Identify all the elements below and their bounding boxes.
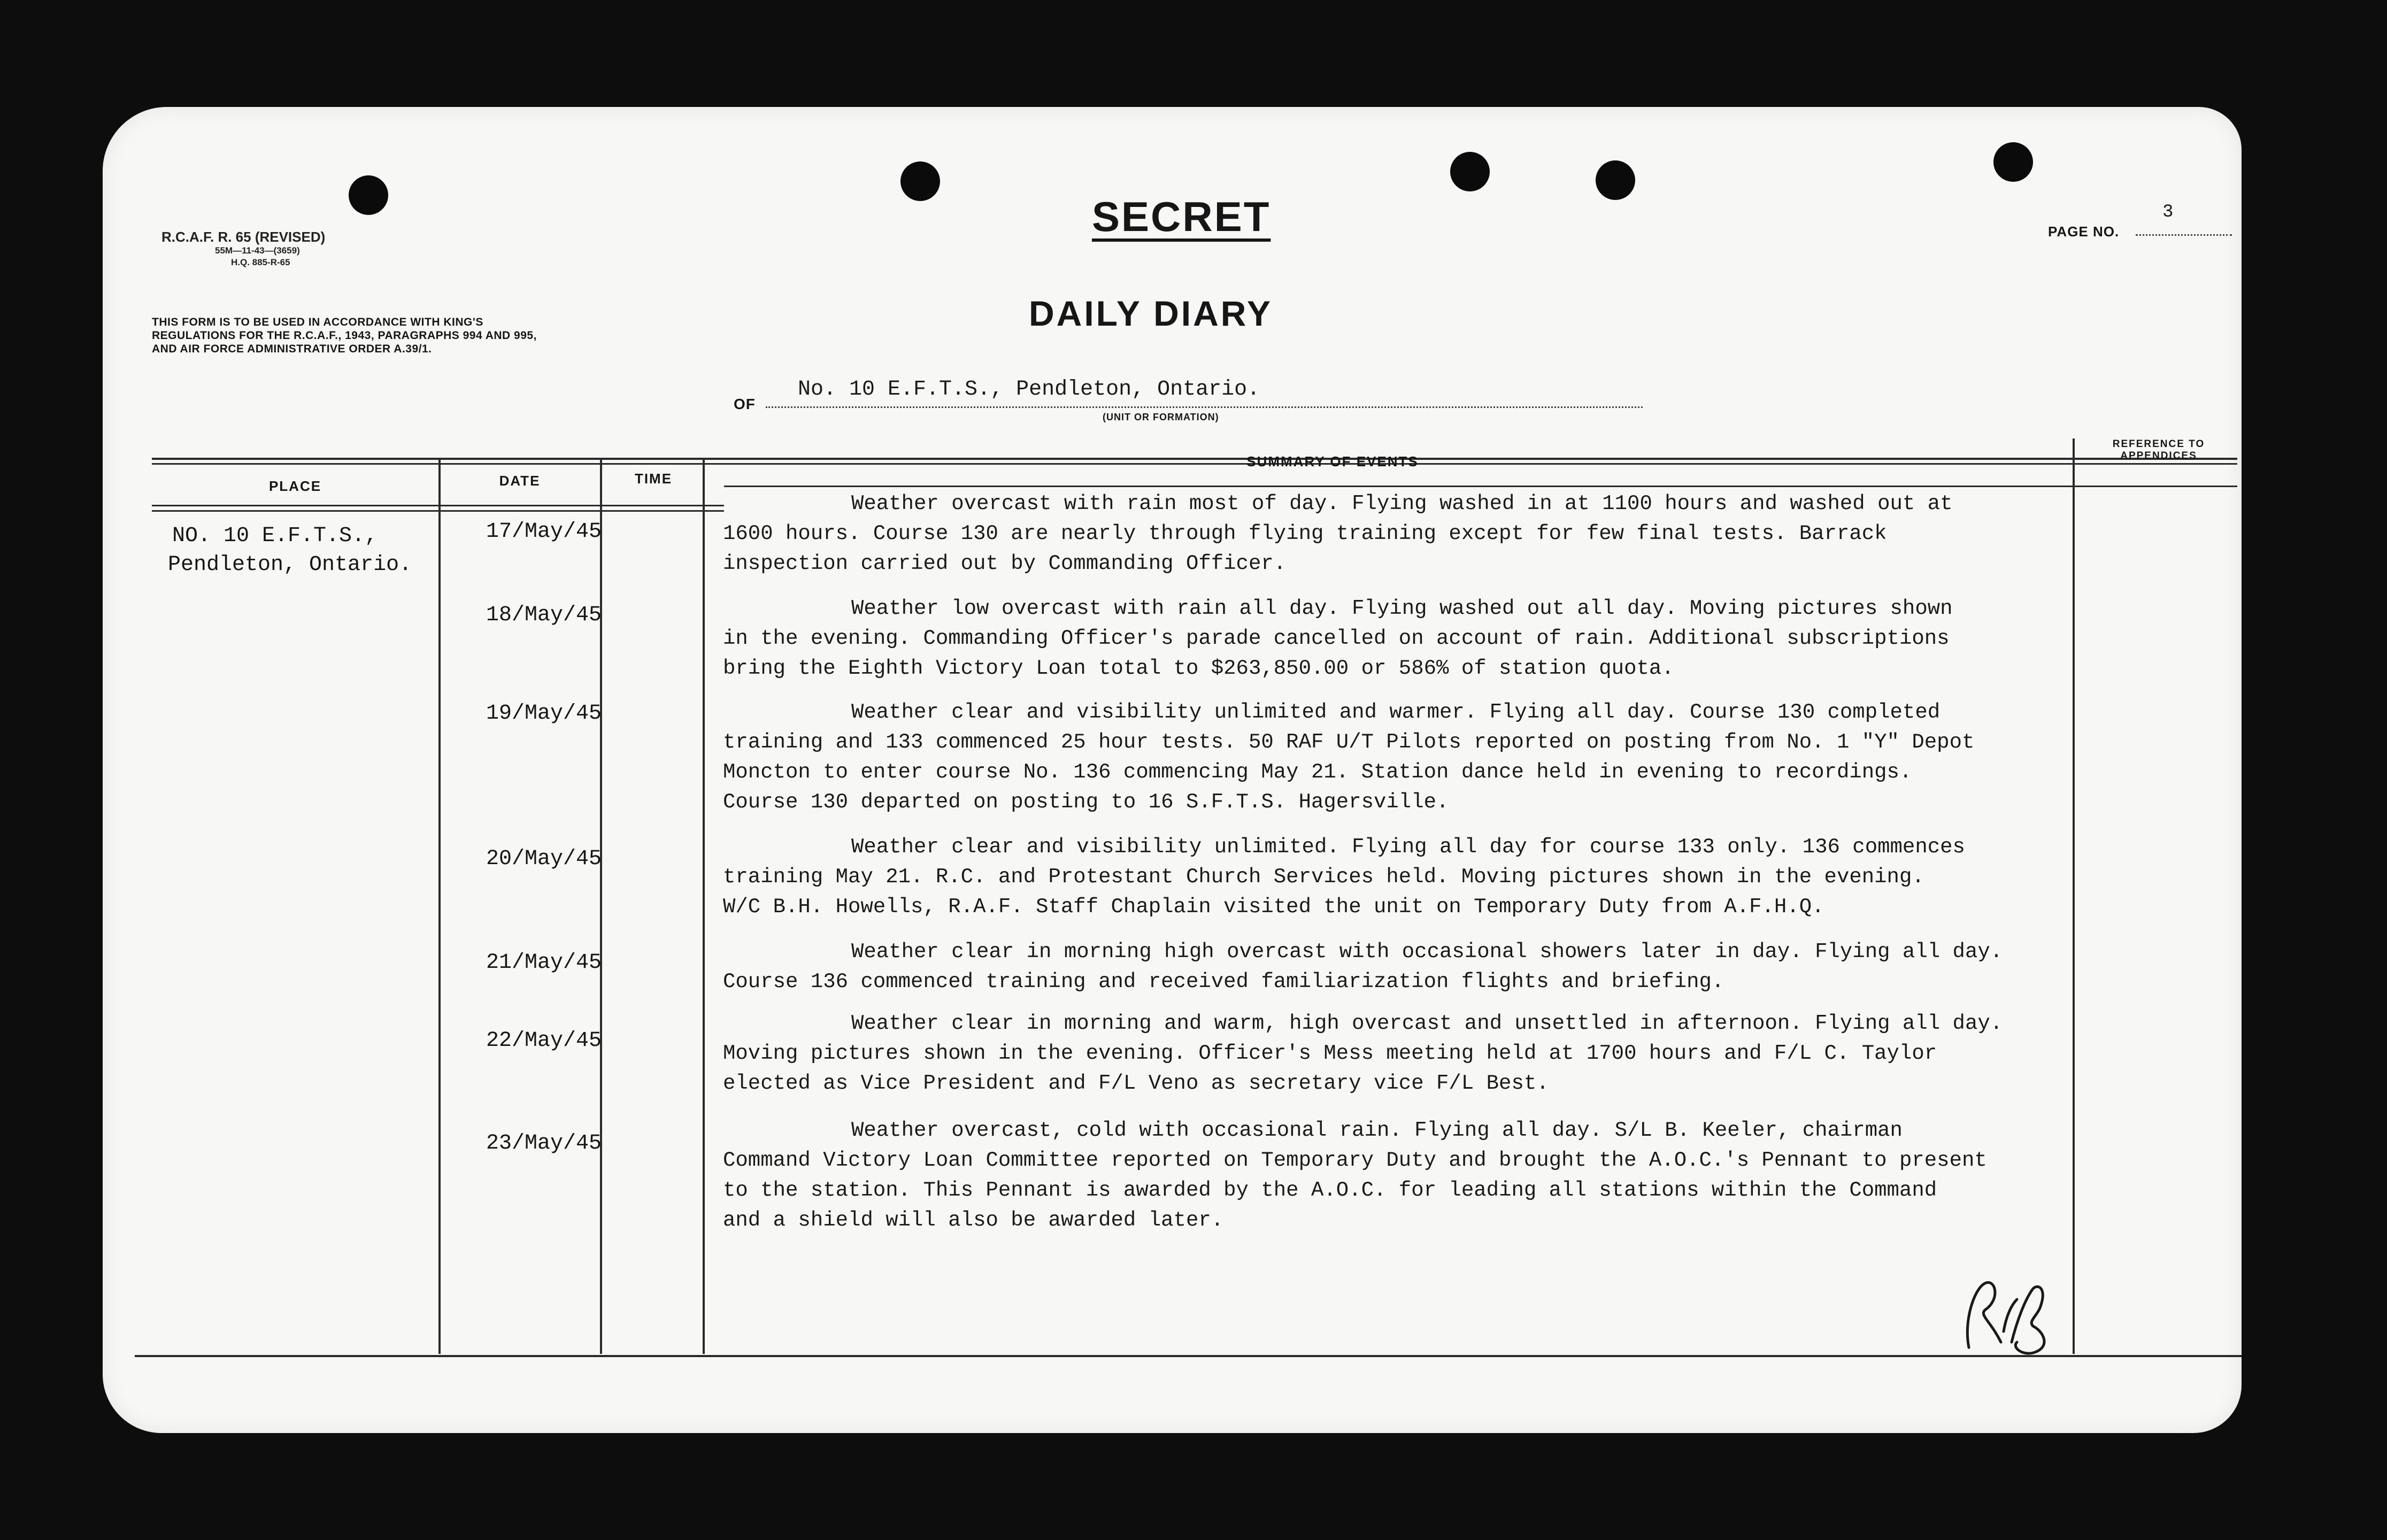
of-label: OF: [734, 396, 756, 412]
entry-date: 18/May/45: [486, 603, 602, 627]
unit-caption: (UNIT OR FORMATION): [1103, 412, 1219, 422]
place-cell: [168, 522, 429, 580]
header-rule-left: [152, 505, 724, 506]
punch-hole: [1596, 160, 1635, 200]
unit-name: No. 10 E.F.T.S., Pendleton, Ontario.: [798, 378, 1260, 402]
col-divider-date: [600, 460, 602, 1354]
diary-page: [103, 107, 2242, 1433]
form-instructions: THIS FORM IS TO BE USED IN ACCORDANCE WITH KING'S REGULATIONS FOR THE R.C.A.F., 1943, PARAGRAPHS 994 AND 995, AND AIR FORCE ADMINISTRATIVE ORDER A.39/1.: [152, 316, 537, 355]
entry-line: W/C B.H. Howells, R.A.F. Staff Chaplain visited the unit on Temporary Duty from A.F.H.Q.: [723, 895, 1824, 919]
entry-line: Command Victory Loan Committee reported on Temporary Duty and brought the A.O.C.'s Pennant to present: [723, 1149, 1987, 1172]
unit-line: [766, 406, 1643, 408]
entry-line: and a shield will also be awarded later.: [723, 1208, 1224, 1232]
print-code: 55M—11-43—(3659): [215, 245, 300, 256]
entry-date: 21/May/45: [486, 951, 602, 975]
punch-hole: [349, 175, 388, 215]
page-number-line: [2136, 234, 2232, 236]
column-header-time: TIME: [634, 471, 673, 487]
entry-line: Weather low overcast with rain all day. Flying washed out all day. Moving pictures shown: [851, 597, 1953, 620]
entry-summary: [723, 1115, 2092, 1235]
place-line-1: NO. 10 E.F.T.S.,: [172, 524, 378, 548]
entry-summary: [723, 1008, 2092, 1098]
body-top-rule: [152, 510, 724, 512]
entry-line: Weather clear and visibility unlimited and warmer. Flying all day. Course 130 completed: [851, 700, 1941, 724]
col-divider-time: [703, 460, 705, 1354]
column-header-date: DATE: [499, 473, 541, 489]
signature-initials: [1953, 1267, 2081, 1364]
entry-summary: [723, 937, 2092, 997]
entry-date: 23/May/45: [486, 1131, 602, 1156]
entry-date: 17/May/45: [486, 520, 602, 544]
classification-heading: SECRET: [1092, 193, 1271, 240]
entry-date: 22/May/45: [486, 1029, 602, 1053]
page-number-value: 3: [2162, 202, 2174, 222]
entry-line: Weather clear in morning high overcast with occasional showers later in day. Flying all day.: [851, 940, 2003, 964]
entry-line: Course 130 departed on posting to 16 S.F.T.S. Hagersville.: [723, 790, 1449, 814]
col-divider-place: [438, 460, 441, 1354]
entry-summary: [723, 594, 2092, 683]
page-number-label: PAGE NO.: [2048, 224, 2120, 240]
entry-line: bring the Eighth Victory Loan total to $263,850.00 or 586% of station quota.: [723, 657, 1674, 680]
form-number: R.C.A.F. R. 65 (REVISED): [161, 229, 326, 245]
entry-line: 1600 hours. Course 130 are nearly through flying training except for few final tests. Barrack: [723, 522, 1887, 545]
entry-line: Weather overcast, cold with occasional rain. Flying all day. S/L B. Keeler, chairman: [851, 1119, 1903, 1142]
column-header-reference: REFERENCE TO APPENDICES: [2112, 438, 2205, 461]
entry-line: Weather clear in morning and warm, high overcast and unsettled in afternoon. Flying all day.: [851, 1012, 2003, 1035]
entry-line: training and 133 commenced 25 hour tests. 50 RAF U/T Pilots reported on posting from No. 1 "Y" Depot: [723, 730, 1975, 754]
table-bottom-rule: [135, 1355, 2242, 1357]
column-header-summary: SUMMARY OF EVENTS: [1246, 453, 1419, 469]
entry-line: training May 21. R.C. and Protestant Church Services held. Moving pictures shown in the evening.: [723, 865, 1924, 889]
entry-summary: [723, 697, 2092, 817]
column-header-place: PLACE: [268, 478, 322, 494]
place-line-2: Pendleton, Ontario.: [168, 553, 412, 577]
entry-date: 20/May/45: [486, 847, 602, 871]
page-title: DAILY DIARY: [1029, 294, 1273, 333]
entry-line: Moncton to enter course No. 136 commencing May 21. Station dance held in evening to recordings.: [723, 760, 1912, 784]
entry-summary: [723, 832, 2092, 922]
entry-line: to the station. This Pennant is awarded by the A.O.C. for leading all stations within the Command: [723, 1179, 1937, 1202]
punch-hole: [1993, 142, 2033, 182]
form-number-block: [161, 229, 418, 268]
punch-hole: [1450, 152, 1490, 191]
header-rule-right: [724, 486, 2237, 487]
entry-line: in the evening. Commanding Officer's parade cancelled on account of rain. Additional subscriptions: [723, 627, 1950, 650]
entry-line: Course 136 commenced training and received familiarization flights and briefing.: [723, 970, 1724, 994]
entry-line: Moving pictures shown in the evening. Officer's Mess meeting held at 1700 hours and F/L C. Taylor: [723, 1042, 1937, 1065]
entry-line: Weather overcast with rain most of day. Flying washed in at 1100 hours and washed out at: [851, 492, 1953, 515]
hq-code: H.Q. 885-R-65: [231, 257, 290, 267]
entry-summary: [723, 489, 2092, 579]
entry-date: 19/May/45: [486, 702, 602, 726]
punch-hole: [900, 161, 940, 201]
entry-line: elected as Vice President and F/L Veno as secretary vice F/L Best.: [723, 1072, 1549, 1095]
entry-line: inspection carried out by Commanding Officer.: [723, 552, 1287, 575]
entry-line: Weather clear and visibility unlimited. Flying all day for course 133 only. 136 commences: [851, 835, 1965, 859]
